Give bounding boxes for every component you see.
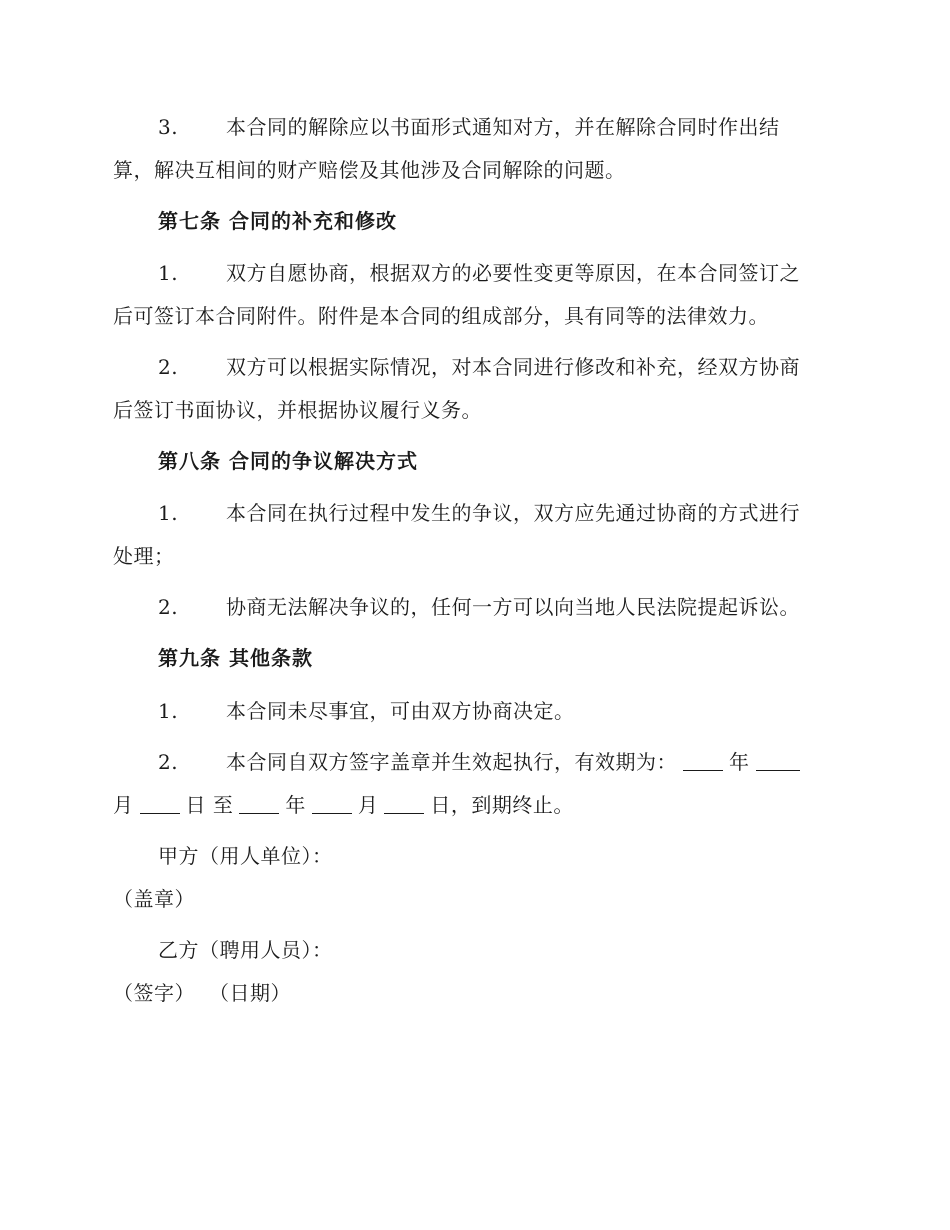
blank-year-start[interactable] <box>683 752 723 771</box>
section-heading-9: 第九条 其他条款 <box>158 646 313 670</box>
item-number: 2. <box>158 750 179 774</box>
party-a-label: 甲方（用人单位）： <box>158 844 333 868</box>
paragraph-6-3-line2: 算，解决互相间的财产赔偿及其他涉及合同解除的问题。 <box>113 158 626 182</box>
party-b-label: 乙方（聘用人员）： <box>158 938 333 962</box>
blank-month-start[interactable] <box>756 752 800 771</box>
paragraph-8-1-line1 <box>158 498 800 528</box>
party-a-seal: （盖章） <box>113 887 195 911</box>
party-b-date: （日期） <box>209 981 291 1005</box>
paragraph-8-2-line1 <box>158 592 800 622</box>
section-heading-8: 第八条 合同的争议解决方式 <box>158 449 418 473</box>
blank-year-end[interactable] <box>239 795 279 814</box>
item-number: 1. <box>158 501 179 525</box>
month-label-end: 月 <box>357 793 379 817</box>
paragraph-9-2-line1 <box>158 747 806 777</box>
paragraph-text: 协商无法解决争议的，任何一方可以向当地人民法院提起诉讼。 <box>226 595 800 619</box>
paragraph-6-3-line1 <box>158 112 780 142</box>
section-heading-7: 第七条 合同的补充和修改 <box>158 209 397 233</box>
blank-month-end[interactable] <box>312 795 352 814</box>
paragraph-7-1-line2: 后可签订本合同附件。附件是本合同的组成部分，具有同等的法律效力。 <box>113 304 769 328</box>
item-number: 2. <box>158 595 179 619</box>
paragraph-9-2-line2 <box>113 790 574 820</box>
party-b-sign-date <box>113 978 291 1008</box>
to-label: 至 <box>212 793 234 817</box>
paragraph-text: 双方可以根据实际情况，对本合同进行修改和补充，经双方协商 <box>226 355 800 379</box>
paragraph-7-2-line1 <box>158 352 800 382</box>
paragraph-text: 双方自愿协商，根据双方的必要性变更等原因，在本合同签订之 <box>226 261 800 285</box>
paragraph-text: 本合同未尽事宜，可由双方协商决定。 <box>226 699 575 723</box>
blank-day-start[interactable] <box>140 795 180 814</box>
party-b-sign: （签字） <box>113 981 195 1005</box>
year-label-end: 年 <box>285 793 306 817</box>
ending-text: ，到期终止。 <box>450 793 574 817</box>
blank-day-end[interactable] <box>384 795 424 814</box>
paragraph-text: 本合同的解除应以书面形式通知对方，并在解除合同时作出结 <box>226 115 780 139</box>
paragraph-8-1-line2: 处理； <box>113 544 175 568</box>
day-label: 日 <box>185 793 206 817</box>
paragraph-9-1-line1 <box>158 696 575 726</box>
paragraph-7-2-line2: 后签订书面协议，并根据协议履行义务。 <box>113 398 482 422</box>
year-label: 年 <box>729 750 750 774</box>
item-number: 1. <box>158 261 179 285</box>
item-number: 1. <box>158 699 179 723</box>
day-label-end: 日 <box>430 793 451 817</box>
item-number: 2. <box>158 355 179 379</box>
month-label: 月 <box>113 793 134 817</box>
item-number: 3. <box>158 115 179 139</box>
paragraph-text: 本合同自双方签字盖章并生效起执行，有效期为： <box>226 750 677 774</box>
paragraph-text: 本合同在执行过程中发生的争议，双方应先通过协商的方式进行 <box>226 501 800 525</box>
paragraph-7-1-line1 <box>158 258 800 288</box>
